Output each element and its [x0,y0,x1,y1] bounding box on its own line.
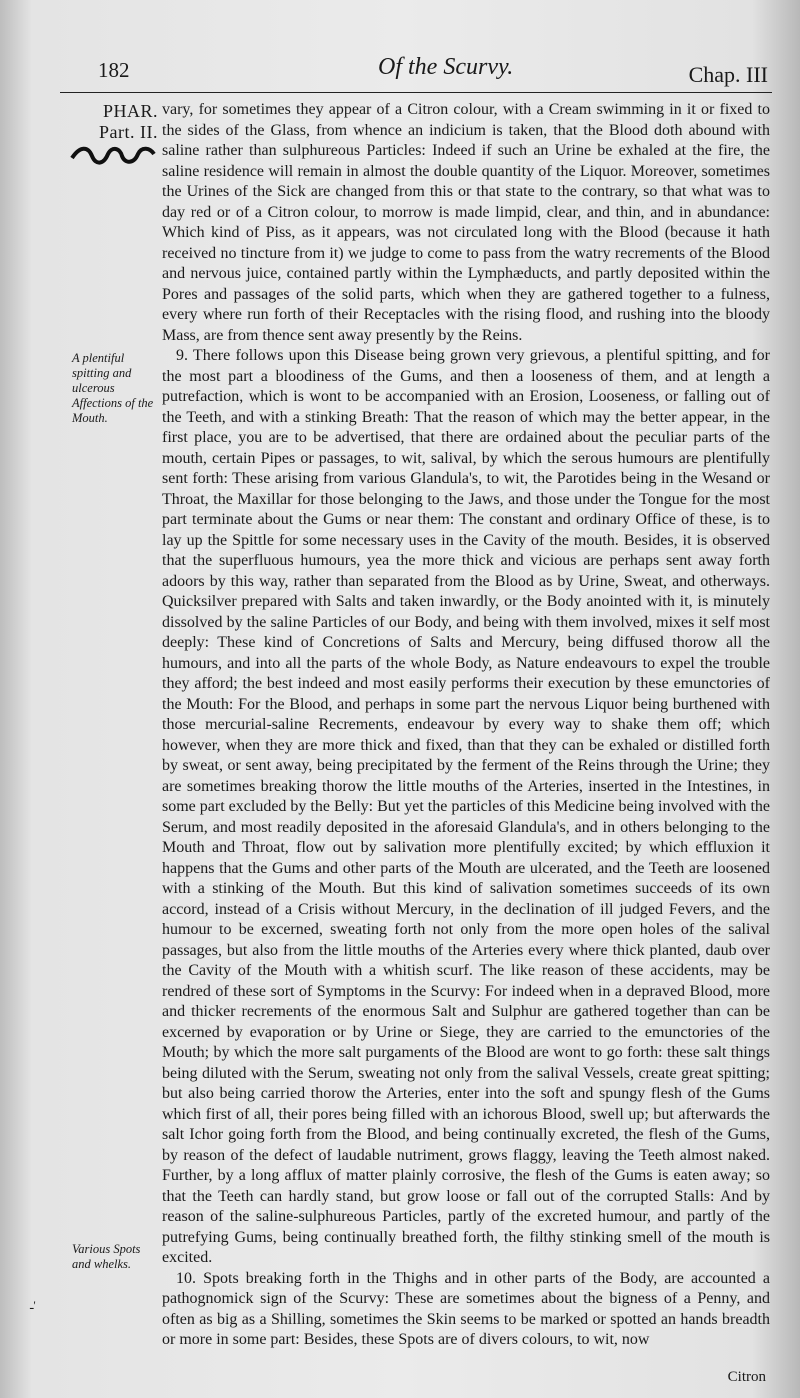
paragraph-spitting: 9. There follows upon this Disease being grown very grievous, a plentiful spitting, and for the most part a bloodiness of the Gums, and then a looseness of them, and at length a putrefaction, which is wont to be accompanied with an Erosion, Looseness, or falling out of the Teeth, and with a stinking Breath: That the reason of which may the better appear, in the first place, you are to be advertised, that there are ordained about the peculiar parts of the mouth, certain Pipes or passages, to wit, salival, by which the serous humours are plentifully sent forth: These arising from various Glandula's, to wit, the Parotides being in the Wesand or Throat, the Maxillar for those belonging to the Jaws, and those under the Tongue for the most part terminate about the Gums or near them: The constant and ordinary Office of these, is to lay up the Spittle for some necessary uses in the Cavity of the mouth. Besides, it is observed that the superfluous humours, yea the more thick and vicious are perhaps sent away forth adoors by this way, rather than separated from the Blood as by Urine, Sweat, and otherways. Quicksilver prepared with Salts and taken inwardly, or the Body anointed with it, is minutely dissolved by the saline Particles of our Body, and being with them involved, mixes it self most deeply: These kind of Concretions of Salts and Mercury, being diffused thorow all the humours, and into all the parts of the whole Body, as Nature endeavours to expel the trouble they afford; the best indeed and most easily performs their execution by these emunctories of the Mouth: For the Blood, and perhaps in some part the nervous Liquor being burthened with those mercurial-saline Recrements, endeavour by every way to shake them off; which however, when they are more thick and fixed, than that they can be exhaled or distilled forth by sweat, or sent away, being precipitated by the ferment of the Reins through the Urine; they are sometimes breaking thorow the little mouths of the Arteries, inserted in the Intestines, in some part excluded by the Belly: But yet the particles of this Medicine being involved with the Serum, and most readily deposited in the aforesaid Glandula's, and in others belonging to the Mouth and Throat, flow out by salivation more plentifully excited; by which effluxion it happens that the Gums and other parts of the Mouth are ulcerated, and the Teeth are loosened with a stinking of the Mouth. But this kind of salivation sometimes succeeds of its own accord, instead of a Crisis without Mercury, in the declination of ill judged Fevers, and the humour to be excerned, sweating forth not only from the more open holes of the salival passages, but also from the little mouths of the Arteries every where thick planted, daub over the Cavity of the Mouth with a whitish scurf. The like reason of these accidents, may be rendred of these sort of Symptoms in the Scurvy: For indeed when in a depraved Blood, more and thicker recrements of the enormous Salt and Sulphur are gathered together than can be excerned by evaporation or by Urine or Siege, they are carried to the emunctories of the Mouth; by which the more salt purgaments of the Blood are wont to go forth: these salt things being diluted with the Serum, sweating not only from the salival Vessels, create great spitting; but also being carried thorow the Arteries, enter into the soft and spungy flesh of the Gums which first of all, their pores being filled with an ichorous Blood, swell up; but afterwards the salt Ichor going forth from the Blood, and being continually excreted, the flesh of the Gums, by reason of the defect of laudable nutriment, grows flaggy, leaving the Teeth almost naked. Further, by a long afflux of matter plainly corrosive, the flesh of the Gums is eaten away; so that the Teeth can hardly stand, but grow loose or fall out of the corrupted Stalls: And by reason of the saline-sulphureous Particles, partly of the excreted humour, and partly of the putrefying Gums, being continually breathed forth, the filthy stinking smell of the mouth is excited. [162,347,770,1266]
catchword: Citron [727,1369,766,1385]
paragraph-spots: 10. Spots breaking forth in the Thighs and in other parts of the Body, are accounted a pathognomick sign of the Scurvy: These are sometimes about the bigness of a Penny, and often as big as a Shilling, sometimes the Skin seems to be marked or spotted an hands breadth or more in some part: Besides, these Spots are of divers colours, to wit, now [162,1269,770,1348]
part-label [60,101,158,143]
body-text [162,100,770,1351]
part-label-line2: Part. II. [99,122,158,142]
paragraph-urine: vary, for sometimes they appear of a Citron colour, with a Cream swimming in it or fixed to the sides of the Glass, from whence an indicium is taken, that the Blood doth abound with saline rather than sulphureous Particles: Indeed if such an Urine be exhaled at the fire, the saline residence will remain in almost the double quantity of the Liquor. Moreover, sometimes the Urines of the Sick are changed from this or that state to the contrary, so that what was to day red or of a Citron colour, to morrow is made limpid, clear, and thin, and in abundance: Which kind of Piss, as it appears, was not circulated long with the Blood (because it hath received no tincture from it) we judge to come to pass from the watry recrements of the Blood and nervous juice, contained partly within the Lymphæducts, and partly deposited within the Pores and passages of the solid parts, which when they are gathered together to a fulness, every where run forth of their Receptacles with the rising flood, and rushing into the bloody Mass, are from thence sent away presently by the Reins. [162,101,770,344]
page-number: 182 [98,58,130,82]
page-header [60,52,772,93]
part-label-line1: PHAR. [102,101,158,121]
margin-mark: ـ' [30,1298,36,1312]
flourish-ornament-icon [70,142,156,168]
margin-note-spots: Various Spots and whelks. [72,1242,141,1271]
margin-note-spitting: A plentiful spitting and ulcerous Affections of the Mouth. [72,351,154,425]
running-title: Of the Scurvy. [378,54,514,80]
chapter-label: Chap. III [688,62,768,87]
